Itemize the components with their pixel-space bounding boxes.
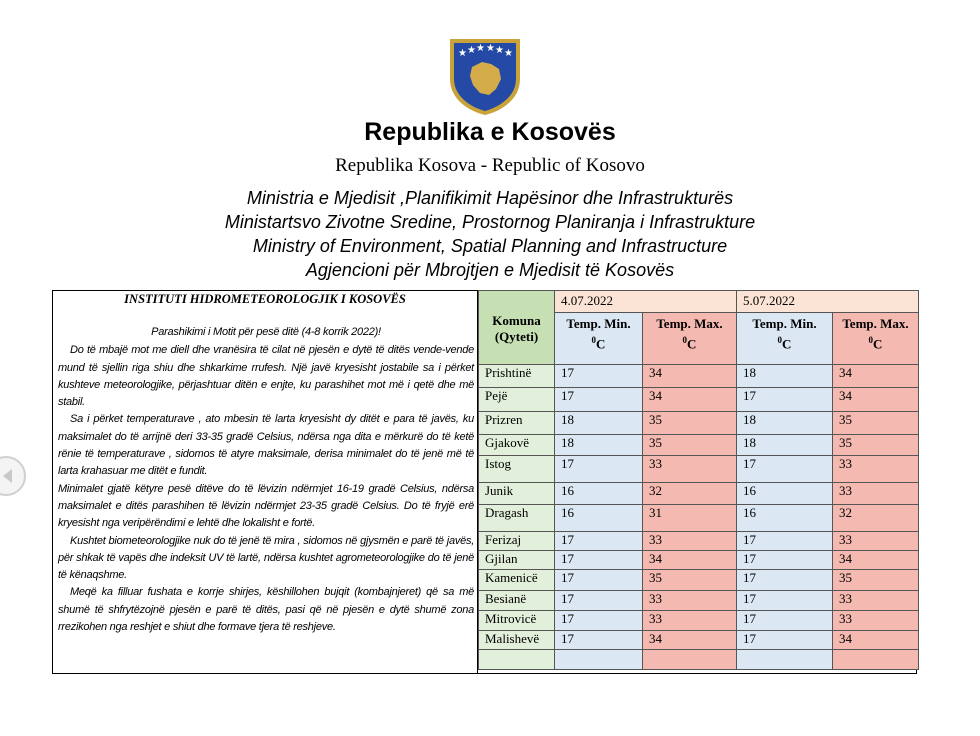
max-cell: 32 [643,483,737,505]
max-cell: 34 [643,551,737,570]
forecast-paragraph: Meqë ka filluar fushata e korrje shirjes, këshillohen bujqit (kombajnjeret) që sa më shumë të shfrytëzojnë pjesën e parë të ditës, pasi që në pjesën e dytë shumë zona rrezikohen nga reshjet e shiut dhe formave tjera të reshjeve. [58,586,474,634]
max-cell: 35 [643,412,737,435]
agency-line: Agjencioni për Mbrojtjen e Mjedisit të Kosovës [305,260,675,280]
chevron-left-icon[interactable] [0,456,26,496]
date-header-1: 4.07.2022 [555,291,737,313]
min-cell: 18 [555,435,643,456]
min-cell: 17 [555,388,643,412]
max-cell: 35 [833,412,919,435]
table-row [479,505,919,532]
col-min-1: Temp. Min. $^0$C [555,313,643,365]
table-row [479,591,919,611]
min-cell: 17 [555,365,643,388]
city-cell: Istog [479,456,555,483]
date-header-2: 5.07.2022 [737,291,919,313]
svg-text:★: ★ [467,45,476,56]
min-cell: 17 [737,532,833,551]
table-row [479,388,919,412]
min-cell: 18 [737,412,833,435]
max-cell: 32 [833,505,919,532]
min-cell: 16 [555,505,643,532]
max-cell: 34 [833,551,919,570]
forecast-paragraph: Do të mbajë mot me diell dhe vranësira të cilat në pjesën e dytë të ditës vende-vende mund të sjellin riga shiu dhe shkarkime rrufesh. Një javë kryesisht jostabile sa i përket kushteve meteorologjike, përjashtuar ditën e enjte, ku parashihet mot më i qetë dhe më stabil. [58,344,474,409]
table-row [479,570,919,591]
table-row [479,456,919,483]
min-cell: 17 [737,388,833,412]
min-cell: 17 [555,631,643,650]
table-row [479,611,919,631]
max-cell: 33 [643,591,737,611]
kosovo-coat-of-arms-icon [444,35,526,117]
table-row [479,483,919,505]
max-cell: 35 [643,435,737,456]
city-cell: Gjakovë [479,435,555,456]
forecast-text-column [52,290,478,674]
table-row [479,365,919,388]
max-cell: 33 [833,591,919,611]
max-cell: 34 [643,365,737,388]
col-min-2: Temp. Min. $^0$C [737,313,833,365]
min-cell: 18 [737,435,833,456]
forecast-paragraph: Kushtet biometeorologjike nuk do të jenë të mira , sidomos në gjysmën e parë të javës, për shkak të vapës dhe indeksit UV të lartë, ndërsa kushtet agrometeorologjike do të jenë të kënaqshme. [58,534,474,582]
city-cell: Prishtinë [479,365,555,388]
svg-text:★: ★ [504,48,513,59]
max-cell: 33 [643,611,737,631]
page-title: Republika e Kosovës [364,118,616,146]
city-cell: Besianë [479,591,555,611]
min-cell: 17 [737,456,833,483]
min-cell: 16 [555,483,643,505]
col-max-1: Temp. Max. $^0$C [643,313,737,365]
min-cell [737,650,833,670]
min-cell: 17 [555,456,643,483]
table-row [479,631,919,650]
city-cell: Kamenicë [479,570,555,591]
max-cell [833,650,919,670]
city-cell: Gjilan [479,551,555,570]
max-cell: 34 [643,631,737,650]
min-cell: 17 [555,611,643,631]
ministry-line-albanian: Ministria e Mjedisit ,Planifikimit Hapësinor dhe Infrastrukturës [246,188,734,208]
ministry-line-english: Ministry of Environment, Spatial Planning and Infrastructure [252,236,728,256]
min-cell: 17 [737,611,833,631]
ministry-block [0,186,980,282]
min-cell: 17 [555,591,643,611]
svg-text:★: ★ [476,43,485,54]
max-cell: 33 [833,456,919,483]
min-cell: 16 [737,505,833,532]
table-row [479,650,919,670]
city-cell: Prizren [479,412,555,435]
city-cell: Junik [479,483,555,505]
forecast-text [58,320,474,636]
komuna-header: Komuna (Qyteti) [479,291,555,365]
city-cell: Pejë [479,388,555,412]
max-cell: 33 [643,456,737,483]
min-cell: 17 [555,532,643,551]
min-cell: 17 [555,570,643,591]
min-cell: 18 [737,365,833,388]
svg-text:★: ★ [458,48,467,59]
city-cell: Ferizaj [479,532,555,551]
city-cell: Dragash [479,505,555,532]
forecast-heading: Parashikimi i Motit për pesë ditë (4-8 korrik 2022)! [151,326,381,338]
table-row [479,435,919,456]
max-cell: 33 [833,532,919,551]
max-cell: 33 [643,532,737,551]
city-cell [479,650,555,670]
max-cell: 34 [833,365,919,388]
max-cell: 35 [833,435,919,456]
max-cell: 34 [643,388,737,412]
table-row [479,412,919,435]
max-cell: 33 [833,611,919,631]
institute-name: INSTITUTI HIDROMETEOROLOGJIK I KOSOVËS [124,292,406,306]
page-subtitle: Republika Kosova - Republic of Kosovo [335,155,645,176]
forecast-paragraph: Sa i përket temperaturave , ato mbesin të larta kryesisht dy ditët e para të javës, ku maksimalet do të arrijnë deri 33-35 gradë Celsius, ndërsa nga dita e mërkurë do të ketë rënie të temperaturave , sidomos të atyre maksimale, derisa minimalet do të jenë më të larta krahasuar me ditët e fundit. [58,413,474,478]
date-row [479,291,919,313]
min-cell: 17 [737,551,833,570]
temperature-table [478,290,919,670]
city-cell: Mitrovicë [479,611,555,631]
min-cell: 17 [555,551,643,570]
max-cell: 35 [833,570,919,591]
min-cell: 17 [737,631,833,650]
forecast-paragraph: Minimalet gjatë këtyre pesë ditëve do të lëvizin ndërmjet 16-19 gradë Celsius, ndërsa maksimalet e ditës parashihen të lëvizin ndërmjet 23-35 gradë Celsius. Do të fryjë erë kryesisht nga veripërëndimi e lehtë dhe lokalisht e fortë. [58,482,474,530]
max-cell: 34 [833,388,919,412]
table-row [479,551,919,570]
svg-text:★: ★ [486,43,495,54]
col-max-2: Temp. Max. $^0$C [833,313,919,365]
max-cell: 34 [833,631,919,650]
max-cell: 35 [643,570,737,591]
svg-text:★: ★ [495,45,504,56]
max-cell: 31 [643,505,737,532]
min-cell: 17 [737,570,833,591]
min-cell: 17 [737,591,833,611]
city-cell: Malishevë [479,631,555,650]
min-cell [555,650,643,670]
min-cell: 18 [555,412,643,435]
max-cell: 33 [833,483,919,505]
min-cell: 16 [737,483,833,505]
table-row [479,532,919,551]
max-cell [643,650,737,670]
ministry-line-serbian: Ministartsvo Zivotne Sredine, Prostornog Planiranja i Infrastrukture [224,212,756,232]
